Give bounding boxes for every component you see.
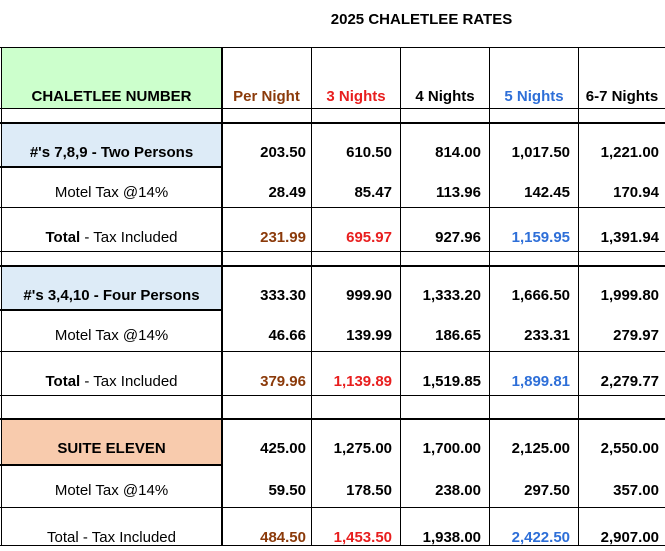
section-name: #'s 7,8,9 - Two Persons — [29, 143, 194, 161]
rate-cell: 203.50 — [260, 143, 306, 161]
rate-cell: 1,275.00 — [333, 439, 392, 457]
header-4-nights: 4 Nights — [415, 87, 475, 105]
header-per-night: Per Night — [233, 87, 300, 105]
rate-cell: 1,999.80 — [600, 286, 659, 304]
total-cell: 1,453.50 — [333, 529, 392, 546]
header-5-nights: 5 Nights — [504, 87, 564, 105]
header-6-7-nights: 6-7 Nights — [585, 87, 659, 105]
section-name: #'s 3,4,10 - Four Persons — [23, 286, 200, 304]
section-name: SUITE ELEVEN — [57, 439, 166, 457]
rate-cell: 1,700.00 — [422, 439, 481, 457]
tax-label: Motel Tax @14% — [54, 481, 169, 499]
rate-cell: 2,550.00 — [600, 439, 659, 457]
tax-cell: 139.99 — [346, 326, 392, 344]
total-label-rest: - Tax Included — [80, 229, 178, 246]
total-label-bold: Total — [45, 229, 81, 246]
total-cell: 927.96 — [435, 229, 481, 246]
total-cell: 2,279.77 — [600, 373, 659, 390]
rate-cell: 1,221.00 — [600, 143, 659, 161]
total-label — [2, 352, 221, 395]
rate-cell: 425.00 — [260, 439, 306, 457]
total-cell: 484.50 — [260, 529, 306, 546]
sheet-title: 2025 CHALETLEE RATES — [330, 11, 513, 28]
total-label-bold: Total — [45, 373, 81, 390]
tax-label: Motel Tax @14% — [54, 326, 169, 344]
total-label-rest: - Tax Included — [80, 373, 178, 390]
total-cell: 2,907.00 — [600, 529, 659, 546]
tax-cell: 297.50 — [524, 481, 570, 499]
header-chaletlee-number: CHALETLEE NUMBER — [31, 87, 192, 105]
grid-line — [0, 47, 665, 48]
total-label — [2, 208, 221, 251]
total-cell: 379.96 — [260, 373, 306, 390]
tax-cell: 170.94 — [613, 183, 659, 201]
tax-cell: 233.31 — [524, 326, 570, 344]
tax-cell: 279.97 — [613, 326, 659, 344]
header-3-nights: 3 Nights — [326, 87, 386, 105]
total-cell: 1,899.81 — [511, 373, 570, 390]
rate-cell: 999.90 — [346, 286, 392, 304]
rate-cell: 2,125.00 — [511, 439, 570, 457]
rate-cell: 333.30 — [260, 286, 306, 304]
total-cell: 1,159.95 — [511, 229, 570, 246]
tax-cell: 238.00 — [435, 481, 481, 499]
rate-cell: 1,017.50 — [511, 143, 570, 161]
total-cell: 1,938.00 — [422, 529, 481, 546]
rate-cell: 610.50 — [346, 143, 392, 161]
total-cell: 1,519.85 — [422, 373, 481, 390]
rate-cell: 1,666.50 — [511, 286, 570, 304]
total-cell: 231.99 — [260, 229, 306, 246]
total-cell: 2,422.50 — [511, 529, 570, 546]
grid-line — [0, 108, 665, 109]
tax-cell: 46.66 — [268, 326, 306, 344]
tax-cell: 113.96 — [435, 183, 481, 201]
tax-cell: 357.00 — [613, 481, 659, 499]
tax-cell: 142.45 — [524, 183, 570, 201]
total-cell: 695.97 — [346, 229, 392, 246]
tax-cell: 85.47 — [354, 183, 392, 201]
tax-cell: 28.49 — [268, 183, 306, 201]
tax-label: Motel Tax @14% — [54, 183, 169, 201]
tax-cell: 186.65 — [435, 326, 481, 344]
tax-cell: 178.50 — [346, 481, 392, 499]
rate-cell: 814.00 — [435, 143, 481, 161]
total-label — [2, 508, 221, 551]
total-cell: 1,391.94 — [600, 229, 659, 246]
tax-cell: 59.50 — [268, 481, 306, 499]
rate-cell: 1,333.20 — [422, 286, 481, 304]
total-cell: 1,139.89 — [333, 373, 392, 390]
total-label-rest: Total - Tax Included — [47, 529, 176, 546]
grid-line — [0, 251, 665, 252]
grid-line — [0, 395, 665, 396]
